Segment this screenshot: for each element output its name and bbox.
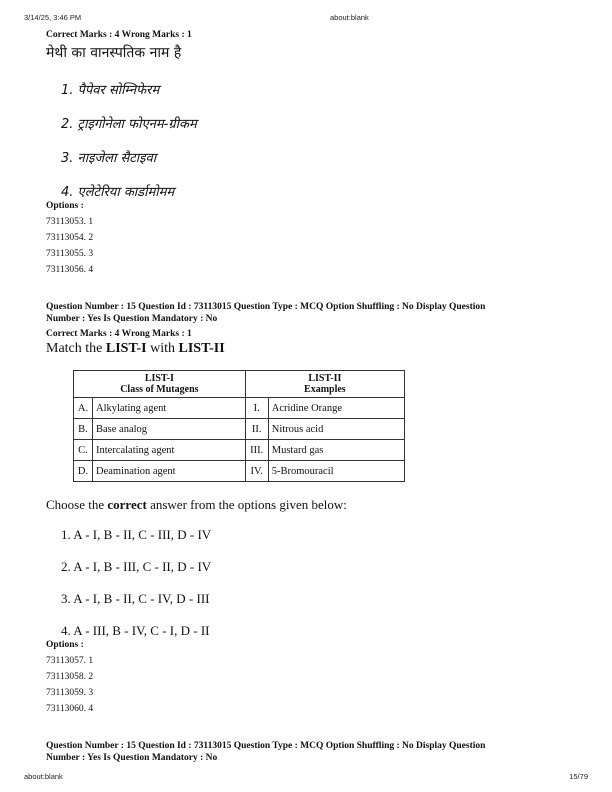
q14-option-3: 73113055. 3 — [46, 249, 94, 259]
q15-text — [46, 341, 225, 357]
list2-key: IV. — [245, 461, 268, 482]
list1-value: Alkylating agent — [93, 398, 246, 419]
table-row — [74, 440, 405, 461]
q15-choice-1: 1. A - I, B - II, C - III, D - IV — [61, 527, 212, 542]
list2-header-sub: Examples — [304, 384, 346, 395]
q15-option-1: 73113057. 1 — [46, 656, 94, 666]
page-number: 15/79 — [569, 772, 588, 781]
q14-choice-4: 4. एलेटेरिया कार्डामोमम — [61, 185, 175, 200]
q15-instruction — [46, 497, 347, 513]
match-table — [73, 370, 405, 482]
q14-option-1: 73113053. 1 — [46, 217, 94, 227]
q15-meta-line2: Number : Yes Is Question Mandatory : No — [46, 314, 218, 324]
list2-key: I. — [245, 398, 268, 419]
q14-text: मेथी का वानस्पतिक नाम है — [46, 45, 182, 61]
list1-key: B. — [74, 419, 93, 440]
q15-choice-3: 3. A - I, B - II, C - IV, D - III — [61, 591, 210, 606]
list2-key: II. — [245, 419, 268, 440]
q14-option-2: 73113054. 2 — [46, 233, 94, 243]
q15b-meta-line1: Question Number : 15 Question Id : 73113015 Question Type : MCQ Option Shuffling : No Display Question — [46, 741, 486, 751]
q15-instruction-bold: correct — [107, 497, 147, 512]
table-row — [74, 419, 405, 440]
q15-text-mid: with — [146, 341, 179, 356]
list2-header-title: LIST-II — [308, 373, 342, 384]
q15-text-list1: LIST-I — [105, 341, 147, 356]
q14-choice-3: 3. नाइजेला सैटाइवा — [61, 151, 157, 166]
list1-header — [74, 371, 246, 398]
list1-value: Base analog — [93, 419, 246, 440]
q15-instruction-post: answer from the options given below: — [146, 497, 347, 512]
q15-options-label: Options : — [46, 640, 84, 650]
list1-key: D. — [74, 461, 93, 482]
q15-option-3: 73113059. 3 — [46, 688, 94, 698]
table-row — [74, 398, 405, 419]
list1-key: A. — [74, 398, 93, 419]
q15-instruction-pre: Choose the — [46, 497, 108, 512]
q15-choice-4: 4. A - III, B - IV, C - I, D - II — [61, 623, 210, 638]
match-table-header — [74, 371, 405, 398]
q15-option-2: 73113058. 2 — [46, 672, 94, 682]
print-title: about:blank — [330, 13, 369, 22]
table-row — [74, 461, 405, 482]
list1-value: Intercalating agent — [93, 440, 246, 461]
list1-key: C. — [74, 440, 93, 461]
list1-header-title: LIST-I — [144, 373, 174, 384]
q15-text-list2: LIST-II — [178, 341, 225, 356]
q15-marks: Correct Marks : 4 Wrong Marks : 1 — [46, 329, 192, 339]
list2-key: III. — [245, 440, 268, 461]
q14-marks: Correct Marks : 4 Wrong Marks : 1 — [46, 30, 192, 40]
list2-value: Acridine Orange — [268, 398, 404, 419]
list2-value: Nitrous acid — [268, 419, 404, 440]
q14-choice-2: 2. ट्राइगोनेला फोएनम-ग्रीकम — [61, 117, 197, 132]
list2-value: Mustard gas — [268, 440, 404, 461]
footer-url: about:blank — [24, 772, 63, 781]
q15-meta-line1: Question Number : 15 Question Id : 73113015 Question Type : MCQ Option Shuffling : No Display Question — [46, 302, 486, 312]
print-datetime: 3/14/25, 3:46 PM — [24, 13, 82, 22]
q15-text-pre: Match the — [46, 341, 106, 356]
q14-choice-1: 1. पैपेवर सोम्निफेरम — [61, 83, 160, 98]
list2-header — [245, 371, 404, 398]
list2-value: 5-Bromouracil — [268, 461, 404, 482]
q14-option-4: 73113056. 4 — [46, 265, 94, 275]
q14-options-label: Options : — [46, 201, 84, 211]
list1-value: Deamination agent — [93, 461, 246, 482]
list1-header-sub: Class of Mutagens — [120, 384, 199, 395]
q15b-meta-line2: Number : Yes Is Question Mandatory : No — [46, 753, 218, 763]
q15-option-4: 73113060. 4 — [46, 704, 94, 714]
q15-choice-2: 2. A - I, B - III, C - II, D - IV — [61, 559, 212, 574]
